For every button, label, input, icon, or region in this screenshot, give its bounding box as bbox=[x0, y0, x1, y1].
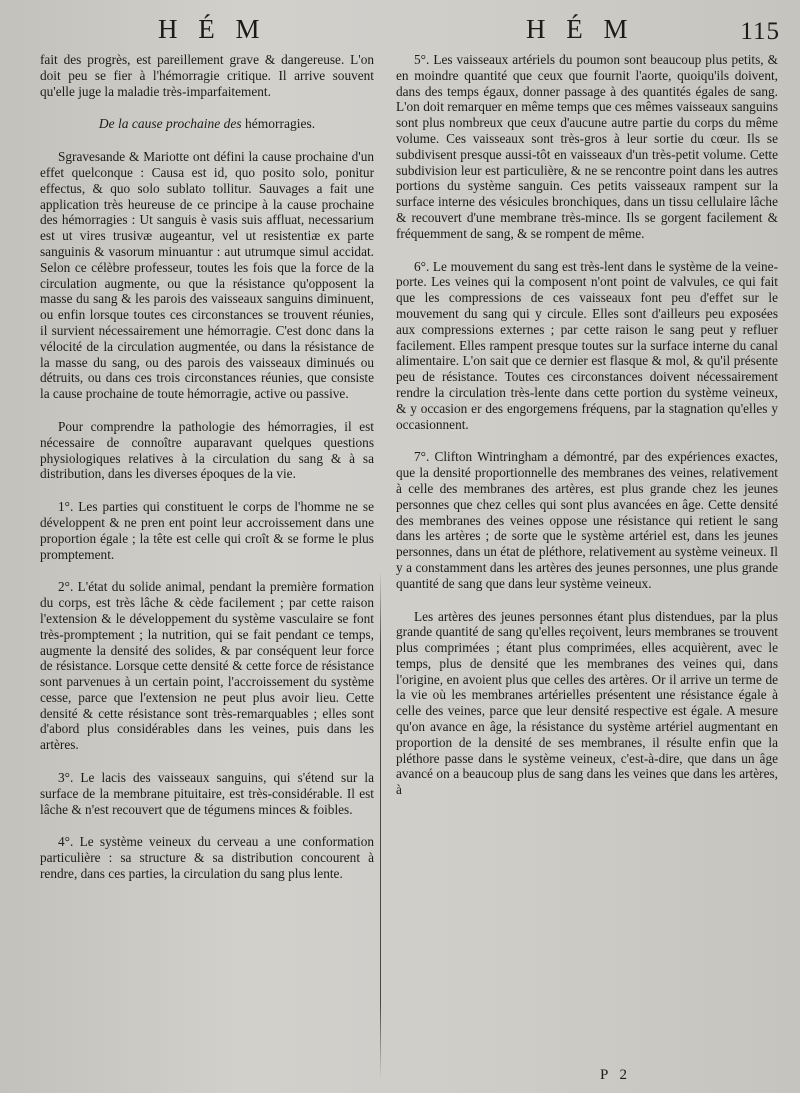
section-heading-roman: hémorragies. bbox=[244, 116, 316, 132]
paragraph-point-3: 3°. Le lacis des vaisseaux sanguins, qui s'étend sur la surface de la membrane pituitaire, est très-considérable. Il est lâche & n'est recouvert que de tégumens minces & foibles. bbox=[40, 770, 374, 817]
signature-mark: P 2 bbox=[600, 1067, 632, 1083]
paragraph-point-7: 7°. Clifton Wintringham a démontré, par des expériences exactes, que la densité proportionnelle des membranes des veines, relativement à celle des membranes des artères, est plus grande chez les jeunes personnes que chez celles qui sont plus avancées en âge. Cette densité des membranes des veines oppose une résistance qui retient le sang dans les artères ; de sorte que le système artériel est, dans les jeunes personnes, dans un état de pléthore, relativement au système veineux. Il y a constamment dans les artères des jeunes personnes, une plus grande quantité de sang que dans leur système veineux. bbox=[396, 449, 778, 591]
running-head-left: H É M bbox=[158, 14, 267, 44]
section-heading-italic: De la cause prochaine des bbox=[98, 116, 242, 132]
running-head-right: H É M bbox=[526, 14, 635, 44]
paragraph-point-5: 5°. Les vaisseaux artériels du poumon sont beaucoup plus petits, & en moindre quantité que ceux que fournit l'aorte, quoiqu'ils doivent, dans des temps égaux, donner passage à des quantités égales de sang. L'on doit remarquer en même temps que ces mêmes vaisseaux sanguins sont plus nombreux que ceux d'aucune autre partie du corps du même volume. Ces vaisseaux sont très-gros à leur sortie du cœur. Ils se subdivisent presque aussi-tôt en vaisseaux d'un très-petit volume. Cette subdivision leur est particulière, & ne se rencontre point dans les autres portions du système sanguin. Ces petits vaisseaux rampent sur la surface interne des vésicules bronchiques, dans un tissu cellulaire lâche & recouvert d'une membrane très-mince. Ils se gorgent facilement & fréquemment de sang, & se rompent de même. bbox=[396, 52, 778, 241]
column-divider bbox=[380, 570, 381, 1080]
paragraph-sauvages: Sgravesande & Mariotte ont défini la cause prochaine d'un effet quelconque : Causa est id, quo posito solo, ponitur effectus, & quo solo sublato tollitur. Sauvages a fait une application très heureuse de ce principe à la cause prochaine des hémorragies : Ut sanguis è vasis suis affluat, necessarium est ut vires trusivæ augeantur, vel ut resistentiæ ex parte sanguinis & vasorum minuantur : aut utrumque simul accidat. Selon ce célèbre professeur, toutes les fois que la force de la circulation augmente, ou que la résistance qu'opposent la masse du sang & les parois des vaisseaux sanguins diminuent, ou enfin lorsque toutes ces circonstances se trouvent réunies, il survient nécessairement une hémorragie. C'est donc dans la vélocité de la circulation augmentée, ou dans la résistance de la masse du sang, ou des parois des vaisseaux diminués ou détruits, ou dans ces trois circonstances réunies, que consiste la cause prochaine de toute hémorragie, active ou passive. bbox=[40, 149, 374, 402]
paragraph-pour-comprendre: Pour comprendre la pathologie des hémorragies, il est nécessaire de connoître auparavant quelques questions physiologiques relatives à la circulation du sang & à sa distribution, dans les diverses époques de la vie. bbox=[40, 418, 374, 482]
paragraph-point-1: 1°. Les parties qui constituent le corps de l'homme ne se développent & ne pren ent point leur accroissement dans une proportion égale ; la tête est celle qui croît & se forme le plus promptement. bbox=[40, 499, 374, 562]
left-column bbox=[40, 52, 374, 899]
right-column bbox=[396, 52, 778, 815]
paragraph-point-4: 4°. Le système veineux du cerveau a une conformation particulière : sa structure & sa distribution concourent à rendre, dans ces parties, la circulation du sang plus lente. bbox=[40, 834, 374, 882]
page-number: 115 bbox=[740, 18, 780, 45]
paragraph-arteres: Les artères des jeunes personnes étant plus distendues, par la plus grande quantité de sang qu'elles reçoivent, leurs membranes se trouvent plus comprimées ; étant plus comprimées, elles acquièrent, avec le temps, plus de densité que les membranes des veines qui, dans l'origine, en avoient plus que celles des artères. Or il arrive un terme de la vie où les membranes artérielles présentent une résistance égale à celle des veines, parce que leur densité respective est égale. A mesure qu'on avance en âge, la résistance du système artériel augmentant en proportion de la densité de ses membranes, il résulte enfin que la pléthore passe dans le système veineux, c'est-à-dire, que dans un âge avancé on a beaucoup plus de sang dans les veines que dans les artères, à bbox=[396, 608, 778, 798]
paragraph-point-2: 2°. L'état du solide animal, pendant la première formation du corps, est très lâche & cède facilement ; par cette raison l'extension & le développement du système vasculaire se font très-promptement ; la nutrition, qui se fait pendant ce temps, augmente la densité des solides, & par conséquent leur force de résistance. Lorsque cette densité & cette force de résistance sont parvenues à un certain point, l'accroissement du système cesse, parce que l'extension ne peut plus avoir lieu. Cette densité & cette résistance sont très-remarquables ; elles sont d'abord plus considérables dans les veines, puis dans les artères. bbox=[40, 579, 374, 753]
section-heading bbox=[40, 116, 374, 132]
paragraph-point-6: 6°. Le mouvement du sang est très-lent dans le système de la veine-porte. Les veines qui la composent n'ont point de valvules, ce qui fait que les compressions de ces vaisseaux font peu d'effet sur le mouvement du sang qui y circule. Elles sont d'ailleurs peu exposées aux compressions externes ; par cette raison le sang peut y refluer facilement. Elles rampent presque toutes sur la surface interne du canal alimentaire. L'on sait que ce dernier est flasque & mol, & qu'il présente peu de résistance. Toutes ces circonstances doivent nécessairement rendre la circulation très-lente dans cette portion du système veineux, & y occasion er des engorgemens fréquens, par la stagnation qu'elles y occasionnent. bbox=[396, 258, 778, 432]
paragraph-intro: fait des progrès, est pareillement grave & dangereuse. L'on doit peu se fier à l'hémorragie critique. Il arrive souvent qu'elle juge la maladie très-imparfaitement. bbox=[40, 52, 374, 99]
